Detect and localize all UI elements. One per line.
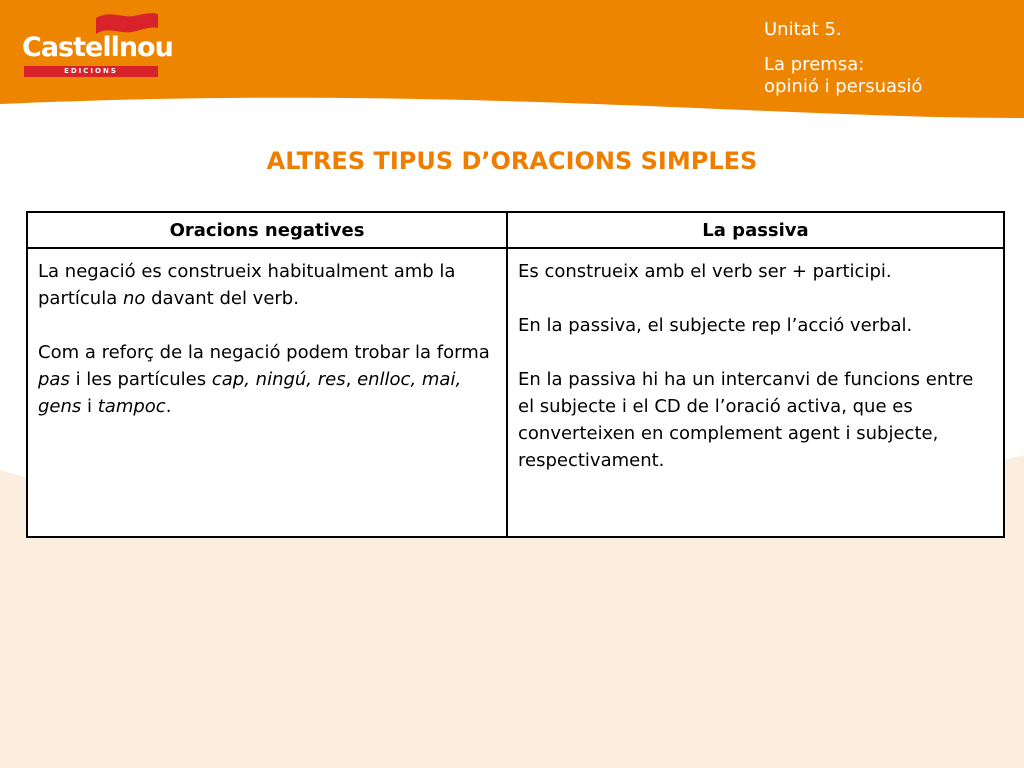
unit-info: [764, 19, 922, 98]
italic-term: enlloc, mai, gens: [38, 369, 462, 417]
text-span: i: [81, 396, 98, 417]
slide-title: ALTRES TIPUS D’ORACIONS SIMPLES: [266, 147, 758, 175]
unit-label: Unitat 5.: [764, 19, 842, 40]
text-span: i les partícules: [69, 369, 212, 390]
italic-term: no: [122, 288, 146, 309]
negatives-paragraph-1: [38, 258, 496, 312]
text-span: .: [165, 396, 172, 417]
italic-term: tampoc: [97, 396, 166, 417]
comparison-table: [26, 211, 1005, 538]
unit-topic-line-1: La premsa:: [764, 54, 865, 75]
table-header-row: [27, 212, 1004, 248]
negatives-cell: [27, 248, 507, 537]
logo-subtext: EDICIONS: [24, 66, 158, 77]
italic-term: cap, ningú, res: [211, 369, 346, 390]
table-row: [27, 248, 1004, 537]
column-header-negatives: Oracions negatives: [27, 212, 507, 248]
passiva-paragraph-2: En la passiva, el subjecte rep l’acció verbal.: [518, 315, 913, 336]
passiva-cell: [507, 248, 1004, 537]
italic-term: pas: [38, 369, 70, 390]
negatives-paragraph-2: [38, 339, 496, 420]
text-span: davant del verb.: [145, 288, 299, 309]
text-span: La negació es construeix habitualment amb la partícula: [38, 261, 456, 309]
castellnou-logo: [22, 10, 173, 78]
passiva-paragraph-1: Es construeix amb el verb ser + participi.: [518, 261, 892, 282]
text-span: Com a reforç de la negació podem trobar la forma: [38, 342, 490, 363]
column-header-passiva: La passiva: [507, 212, 1004, 248]
logo-wordmark: Castellnou: [22, 32, 173, 63]
unit-topic-line-2: opinió i persuasió: [764, 76, 923, 97]
text-span: ,: [345, 369, 358, 390]
passiva-paragraph-3: En la passiva hi ha un intercanvi de funcions entre el subjecte i el CD de l’oració activa, que es converteixen en complement agent i subjecte, respectivament.: [518, 369, 974, 471]
